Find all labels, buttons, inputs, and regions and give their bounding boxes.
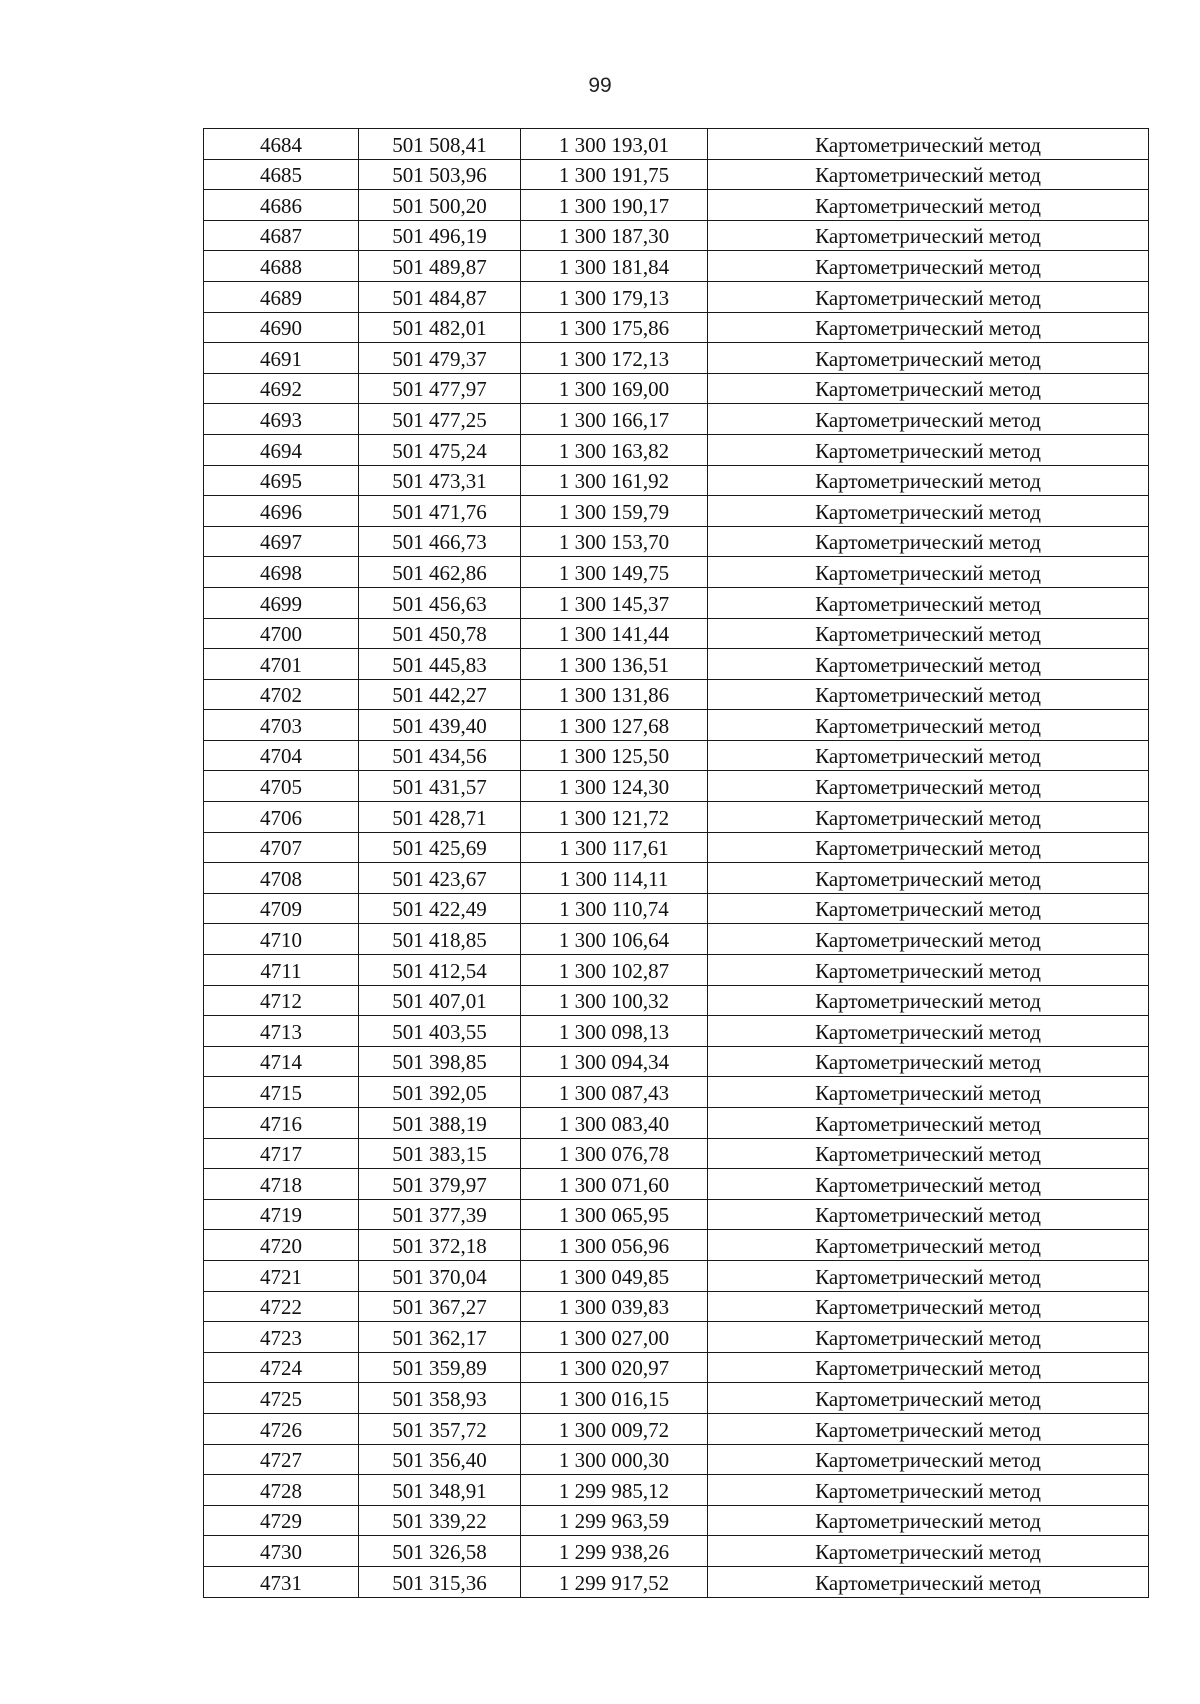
- x-coordinate-cell: 501 315,36: [359, 1566, 521, 1597]
- method-cell: Картометрический метод: [708, 710, 1149, 741]
- method-cell: Картометрический метод: [708, 557, 1149, 588]
- table-row: [204, 985, 1149, 1016]
- table-row: [204, 1108, 1149, 1139]
- y-coordinate-cell: 1 300 124,30: [521, 771, 708, 802]
- x-coordinate-cell: 501 359,89: [359, 1352, 521, 1383]
- y-coordinate-cell: 1 300 049,85: [521, 1260, 708, 1291]
- y-coordinate-cell: 1 300 114,11: [521, 863, 708, 894]
- point-number-cell: 4728: [204, 1475, 359, 1506]
- y-coordinate-cell: 1 300 159,79: [521, 496, 708, 527]
- point-number-cell: 4691: [204, 343, 359, 374]
- method-cell: Картометрический метод: [708, 1505, 1149, 1536]
- point-number-cell: 4718: [204, 1169, 359, 1200]
- y-coordinate-cell: 1 300 039,83: [521, 1291, 708, 1322]
- y-coordinate-cell: 1 300 166,17: [521, 404, 708, 435]
- point-number-cell: 4708: [204, 863, 359, 894]
- point-number-cell: 4685: [204, 159, 359, 190]
- table-row: [204, 1505, 1149, 1536]
- y-coordinate-cell: 1 300 087,43: [521, 1077, 708, 1108]
- table-row: [204, 1352, 1149, 1383]
- point-number-cell: 4719: [204, 1199, 359, 1230]
- x-coordinate-cell: 501 466,73: [359, 526, 521, 557]
- method-cell: Картометрический метод: [708, 832, 1149, 863]
- table-row: [204, 1536, 1149, 1567]
- method-cell: Картометрический метод: [708, 1383, 1149, 1414]
- y-coordinate-cell: 1 300 153,70: [521, 526, 708, 557]
- y-coordinate-cell: 1 300 145,37: [521, 587, 708, 618]
- y-coordinate-cell: 1 300 065,95: [521, 1199, 708, 1230]
- method-cell: Картометрический метод: [708, 863, 1149, 894]
- x-coordinate-cell: 501 477,25: [359, 404, 521, 435]
- x-coordinate-cell: 501 475,24: [359, 434, 521, 465]
- x-coordinate-cell: 501 450,78: [359, 618, 521, 649]
- point-number-cell: 4697: [204, 526, 359, 557]
- x-coordinate-cell: 501 434,56: [359, 740, 521, 771]
- point-number-cell: 4710: [204, 924, 359, 955]
- x-coordinate-cell: 501 367,27: [359, 1291, 521, 1322]
- method-cell: Картометрический метод: [708, 434, 1149, 465]
- x-coordinate-cell: 501 423,67: [359, 863, 521, 894]
- y-coordinate-cell: 1 300 169,00: [521, 373, 708, 404]
- point-number-cell: 4704: [204, 740, 359, 771]
- x-coordinate-cell: 501 477,97: [359, 373, 521, 404]
- method-cell: Картометрический метод: [708, 955, 1149, 986]
- table-body: [204, 129, 1149, 1598]
- method-cell: Картометрический метод: [708, 924, 1149, 955]
- point-number-cell: 4689: [204, 281, 359, 312]
- table-row: [204, 159, 1149, 190]
- point-number-cell: 4684: [204, 129, 359, 160]
- table-row: [204, 679, 1149, 710]
- x-coordinate-cell: 501 445,83: [359, 649, 521, 680]
- x-coordinate-cell: 501 348,91: [359, 1475, 521, 1506]
- method-cell: Картометрический метод: [708, 1260, 1149, 1291]
- table-row: [204, 924, 1149, 955]
- point-number-cell: 4722: [204, 1291, 359, 1322]
- table-row: [204, 1383, 1149, 1414]
- table-row: [204, 1077, 1149, 1108]
- point-number-cell: 4701: [204, 649, 359, 680]
- point-number-cell: 4730: [204, 1536, 359, 1567]
- method-cell: Картометрический метод: [708, 771, 1149, 802]
- table-row: [204, 496, 1149, 527]
- method-cell: Картометрический метод: [708, 1566, 1149, 1597]
- x-coordinate-cell: 501 377,39: [359, 1199, 521, 1230]
- table-row: [204, 618, 1149, 649]
- method-cell: Картометрический метод: [708, 1413, 1149, 1444]
- table-row: [204, 649, 1149, 680]
- method-cell: Картометрический метод: [708, 1199, 1149, 1230]
- table-row: [204, 557, 1149, 588]
- y-coordinate-cell: 1 300 136,51: [521, 649, 708, 680]
- point-number-cell: 4711: [204, 955, 359, 986]
- point-number-cell: 4731: [204, 1566, 359, 1597]
- point-number-cell: 4714: [204, 1046, 359, 1077]
- point-number-cell: 4693: [204, 404, 359, 435]
- table-row: [204, 465, 1149, 496]
- table-row: [204, 1046, 1149, 1077]
- y-coordinate-cell: 1 300 125,50: [521, 740, 708, 771]
- method-cell: Картометрический метод: [708, 1169, 1149, 1200]
- y-coordinate-cell: 1 299 963,59: [521, 1505, 708, 1536]
- x-coordinate-cell: 501 456,63: [359, 587, 521, 618]
- y-coordinate-cell: 1 300 127,68: [521, 710, 708, 741]
- x-coordinate-cell: 501 362,17: [359, 1322, 521, 1353]
- table-row: [204, 373, 1149, 404]
- method-cell: Картометрический метод: [708, 1475, 1149, 1506]
- x-coordinate-cell: 501 431,57: [359, 771, 521, 802]
- method-cell: Картометрический метод: [708, 1016, 1149, 1047]
- method-cell: Картометрический метод: [708, 802, 1149, 833]
- table-row: [204, 832, 1149, 863]
- y-coordinate-cell: 1 300 191,75: [521, 159, 708, 190]
- method-cell: Картометрический метод: [708, 526, 1149, 557]
- y-coordinate-cell: 1 300 000,30: [521, 1444, 708, 1475]
- point-number-cell: 4707: [204, 832, 359, 863]
- x-coordinate-cell: 501 422,49: [359, 893, 521, 924]
- y-coordinate-cell: 1 300 172,13: [521, 343, 708, 374]
- table-row: [204, 710, 1149, 741]
- point-number-cell: 4687: [204, 220, 359, 251]
- x-coordinate-cell: 501 379,97: [359, 1169, 521, 1200]
- x-coordinate-cell: 501 508,41: [359, 129, 521, 160]
- page-number: 99: [588, 74, 612, 97]
- table-row: [204, 1291, 1149, 1322]
- point-number-cell: 4695: [204, 465, 359, 496]
- table-row: [204, 312, 1149, 343]
- x-coordinate-cell: 501 407,01: [359, 985, 521, 1016]
- x-coordinate-cell: 501 500,20: [359, 190, 521, 221]
- point-number-cell: 4712: [204, 985, 359, 1016]
- y-coordinate-cell: 1 300 163,82: [521, 434, 708, 465]
- point-number-cell: 4724: [204, 1352, 359, 1383]
- method-cell: Картометрический метод: [708, 373, 1149, 404]
- y-coordinate-cell: 1 300 100,32: [521, 985, 708, 1016]
- table-row: [204, 1199, 1149, 1230]
- y-coordinate-cell: 1 300 094,34: [521, 1046, 708, 1077]
- y-coordinate-cell: 1 300 027,00: [521, 1322, 708, 1353]
- point-number-cell: 4688: [204, 251, 359, 282]
- method-cell: Картометрический метод: [708, 465, 1149, 496]
- y-coordinate-cell: 1 300 179,13: [521, 281, 708, 312]
- x-coordinate-cell: 501 392,05: [359, 1077, 521, 1108]
- x-coordinate-cell: 501 482,01: [359, 312, 521, 343]
- method-cell: Картометрический метод: [708, 618, 1149, 649]
- table-row: [204, 190, 1149, 221]
- table-row: [204, 955, 1149, 986]
- y-coordinate-cell: 1 300 098,13: [521, 1016, 708, 1047]
- method-cell: Картометрический метод: [708, 1322, 1149, 1353]
- method-cell: Картометрический метод: [708, 1108, 1149, 1139]
- method-cell: Картометрический метод: [708, 679, 1149, 710]
- y-coordinate-cell: 1 300 020,97: [521, 1352, 708, 1383]
- method-cell: Картометрический метод: [708, 1352, 1149, 1383]
- point-number-cell: 4698: [204, 557, 359, 588]
- table-row: [204, 434, 1149, 465]
- y-coordinate-cell: 1 300 175,86: [521, 312, 708, 343]
- point-number-cell: 4692: [204, 373, 359, 404]
- point-number-cell: 4725: [204, 1383, 359, 1414]
- method-cell: Картометрический метод: [708, 404, 1149, 435]
- y-coordinate-cell: 1 300 102,87: [521, 955, 708, 986]
- method-cell: Картометрический метод: [708, 496, 1149, 527]
- x-coordinate-cell: 501 479,37: [359, 343, 521, 374]
- point-number-cell: 4702: [204, 679, 359, 710]
- table-row: [204, 1566, 1149, 1597]
- method-cell: Картометрический метод: [708, 220, 1149, 251]
- x-coordinate-cell: 501 370,04: [359, 1260, 521, 1291]
- table-row: [204, 1016, 1149, 1047]
- method-cell: Картометрический метод: [708, 312, 1149, 343]
- table-row: [204, 893, 1149, 924]
- point-number-cell: 4694: [204, 434, 359, 465]
- table-row: [204, 1230, 1149, 1261]
- table-row: [204, 343, 1149, 374]
- x-coordinate-cell: 501 489,87: [359, 251, 521, 282]
- table-row: [204, 1260, 1149, 1291]
- point-number-cell: 4696: [204, 496, 359, 527]
- y-coordinate-cell: 1 300 009,72: [521, 1413, 708, 1444]
- y-coordinate-cell: 1 299 917,52: [521, 1566, 708, 1597]
- coordinates-table: [203, 128, 1149, 1598]
- point-number-cell: 4706: [204, 802, 359, 833]
- x-coordinate-cell: 501 428,71: [359, 802, 521, 833]
- table-row: [204, 129, 1149, 160]
- y-coordinate-cell: 1 300 190,17: [521, 190, 708, 221]
- table-row: [204, 1138, 1149, 1169]
- y-coordinate-cell: 1 300 056,96: [521, 1230, 708, 1261]
- x-coordinate-cell: 501 398,85: [359, 1046, 521, 1077]
- x-coordinate-cell: 501 462,86: [359, 557, 521, 588]
- x-coordinate-cell: 501 484,87: [359, 281, 521, 312]
- point-number-cell: 4715: [204, 1077, 359, 1108]
- method-cell: Картометрический метод: [708, 1138, 1149, 1169]
- y-coordinate-cell: 1 300 141,44: [521, 618, 708, 649]
- point-number-cell: 4729: [204, 1505, 359, 1536]
- method-cell: Картометрический метод: [708, 343, 1149, 374]
- table-row: [204, 771, 1149, 802]
- method-cell: Картометрический метод: [708, 587, 1149, 618]
- y-coordinate-cell: 1 300 071,60: [521, 1169, 708, 1200]
- table-row: [204, 1169, 1149, 1200]
- y-coordinate-cell: 1 300 106,64: [521, 924, 708, 955]
- table-row: [204, 587, 1149, 618]
- y-coordinate-cell: 1 300 083,40: [521, 1108, 708, 1139]
- point-number-cell: 4705: [204, 771, 359, 802]
- table-row: [204, 802, 1149, 833]
- x-coordinate-cell: 501 357,72: [359, 1413, 521, 1444]
- point-number-cell: 4699: [204, 587, 359, 618]
- method-cell: Картометрический метод: [708, 1444, 1149, 1475]
- table-row: [204, 251, 1149, 282]
- y-coordinate-cell: 1 300 161,92: [521, 465, 708, 496]
- x-coordinate-cell: 501 372,18: [359, 1230, 521, 1261]
- point-number-cell: 4703: [204, 710, 359, 741]
- x-coordinate-cell: 501 425,69: [359, 832, 521, 863]
- method-cell: Картометрический метод: [708, 893, 1149, 924]
- point-number-cell: 4721: [204, 1260, 359, 1291]
- x-coordinate-cell: 501 496,19: [359, 220, 521, 251]
- y-coordinate-cell: 1 300 187,30: [521, 220, 708, 251]
- x-coordinate-cell: 501 471,76: [359, 496, 521, 527]
- x-coordinate-cell: 501 339,22: [359, 1505, 521, 1536]
- y-coordinate-cell: 1 300 193,01: [521, 129, 708, 160]
- method-cell: Картометрический метод: [708, 251, 1149, 282]
- point-number-cell: 4690: [204, 312, 359, 343]
- point-number-cell: 4727: [204, 1444, 359, 1475]
- point-number-cell: 4709: [204, 893, 359, 924]
- table-row: [204, 1475, 1149, 1506]
- y-coordinate-cell: 1 300 121,72: [521, 802, 708, 833]
- point-number-cell: 4720: [204, 1230, 359, 1261]
- x-coordinate-cell: 501 403,55: [359, 1016, 521, 1047]
- x-coordinate-cell: 501 439,40: [359, 710, 521, 741]
- y-coordinate-cell: 1 299 938,26: [521, 1536, 708, 1567]
- method-cell: Картометрический метод: [708, 1291, 1149, 1322]
- point-number-cell: 4726: [204, 1413, 359, 1444]
- table-row: [204, 220, 1149, 251]
- method-cell: Картометрический метод: [708, 649, 1149, 680]
- table-row: [204, 1444, 1149, 1475]
- x-coordinate-cell: 501 388,19: [359, 1108, 521, 1139]
- table-row: [204, 1413, 1149, 1444]
- table-row: [204, 404, 1149, 435]
- method-cell: Картометрический метод: [708, 1077, 1149, 1108]
- method-cell: Картометрический метод: [708, 985, 1149, 1016]
- x-coordinate-cell: 501 442,27: [359, 679, 521, 710]
- y-coordinate-cell: 1 299 985,12: [521, 1475, 708, 1506]
- y-coordinate-cell: 1 300 076,78: [521, 1138, 708, 1169]
- method-cell: Картометрический метод: [708, 1046, 1149, 1077]
- x-coordinate-cell: 501 473,31: [359, 465, 521, 496]
- point-number-cell: 4713: [204, 1016, 359, 1047]
- x-coordinate-cell: 501 418,85: [359, 924, 521, 955]
- point-number-cell: 4700: [204, 618, 359, 649]
- table-row: [204, 1322, 1149, 1353]
- table-row: [204, 526, 1149, 557]
- x-coordinate-cell: 501 356,40: [359, 1444, 521, 1475]
- point-number-cell: 4716: [204, 1108, 359, 1139]
- x-coordinate-cell: 501 503,96: [359, 159, 521, 190]
- method-cell: Картометрический метод: [708, 190, 1149, 221]
- method-cell: Картометрический метод: [708, 281, 1149, 312]
- y-coordinate-cell: 1 300 131,86: [521, 679, 708, 710]
- point-number-cell: 4717: [204, 1138, 359, 1169]
- point-number-cell: 4723: [204, 1322, 359, 1353]
- x-coordinate-cell: 501 358,93: [359, 1383, 521, 1414]
- method-cell: Картометрический метод: [708, 1230, 1149, 1261]
- x-coordinate-cell: 501 383,15: [359, 1138, 521, 1169]
- table-row: [204, 740, 1149, 771]
- x-coordinate-cell: 501 412,54: [359, 955, 521, 986]
- x-coordinate-cell: 501 326,58: [359, 1536, 521, 1567]
- method-cell: Картометрический метод: [708, 1536, 1149, 1567]
- y-coordinate-cell: 1 300 149,75: [521, 557, 708, 588]
- method-cell: Картометрический метод: [708, 129, 1149, 160]
- table-row: [204, 863, 1149, 894]
- method-cell: Картометрический метод: [708, 159, 1149, 190]
- y-coordinate-cell: 1 300 016,15: [521, 1383, 708, 1414]
- table-row: [204, 281, 1149, 312]
- point-number-cell: 4686: [204, 190, 359, 221]
- method-cell: Картометрический метод: [708, 740, 1149, 771]
- y-coordinate-cell: 1 300 110,74: [521, 893, 708, 924]
- y-coordinate-cell: 1 300 181,84: [521, 251, 708, 282]
- y-coordinate-cell: 1 300 117,61: [521, 832, 708, 863]
